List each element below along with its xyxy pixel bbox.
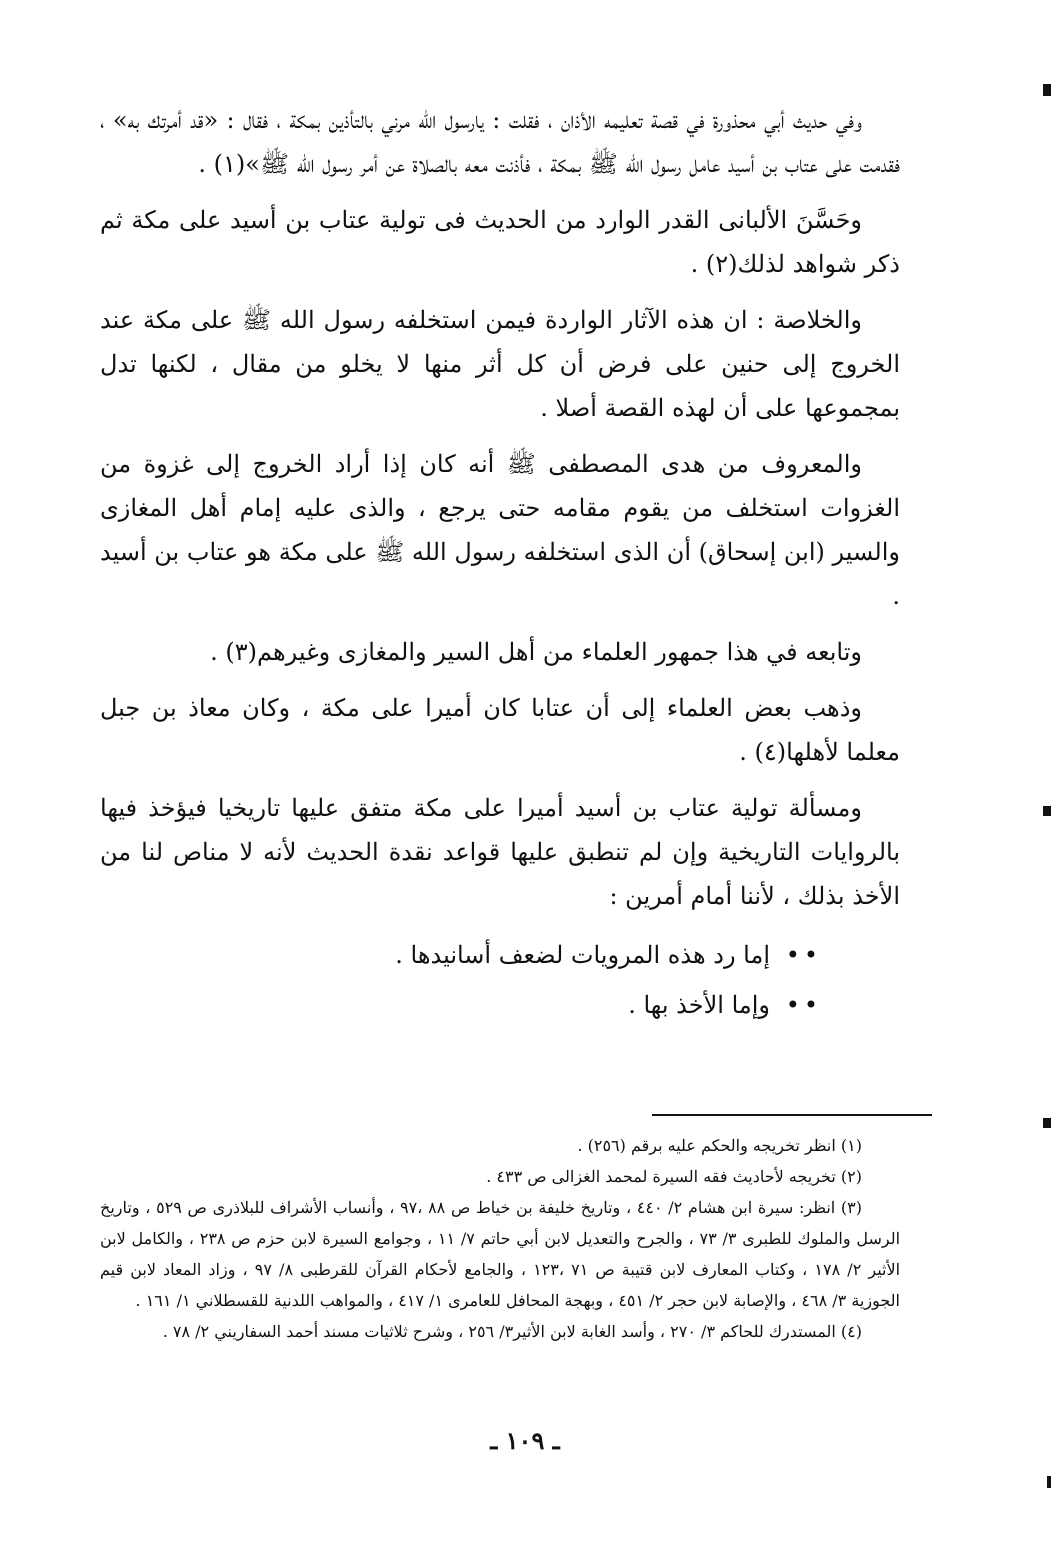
bullet-marker: •• — [785, 941, 822, 969]
scan-edge-mark — [1043, 84, 1051, 96]
paragraph: والمعروف من هدى المصطفى ﷺ أنه كان إذا أراد الخروج إلى غزوة من الغزوات استخلف من يقوم مقامه حتى يرجع ، والذى عليه إمام أهل المغازى والسير (ابن إسحاق) أن الذى استخلفه رسول الله ﷺ على مكة هو عتاب بن أسيد . — [100, 450, 900, 610]
bullet-list — [100, 930, 900, 1030]
paragraph: وذهب بعض العلماء إلى أن عتابا كان أميرا على مكة ، وكان معاذ بن جبل معلما لأهلها(٤) . — [100, 694, 900, 766]
list-item-text: وإما الأخذ بها . — [628, 991, 770, 1019]
bullet-marker: •• — [785, 991, 822, 1019]
paragraph: وتابعه في هذا جمهور العلماء من أهل السير والمغازى وغيرهم(٣) . — [210, 638, 862, 666]
paragraph: وفي حديث أبي محذورة في قصة تعليمه الأذان ، فقلت : يارسول الله مرني بالتأذين بمكة ، فقال : «قد أمرتك به» ، فقدمت على عتاب بن أسيد عامل رسول الله ﷺ بمكة ، فأذنت معه بالصلاة عن أمر رسول الله ﷺ»(١) . — [100, 106, 900, 178]
footnote: (١) انظر تخريجه والحكم عليه برقم (٢٥٦) . — [577, 1136, 862, 1155]
paragraph: وحَسَّنَ الألبانى القدر الوارد من الحديث فى تولية عتاب بن أسيد على مكة ثم ذكر شواهد لذلك(٢) . — [100, 206, 900, 278]
scan-edge-mark — [1047, 1476, 1051, 1488]
page-number: ـ ١٠٩ ـ — [490, 1426, 560, 1455]
scan-edge-mark — [1043, 806, 1051, 816]
list-item-text: إما رد هذه المرويات لضعف أسانيدها . — [395, 941, 770, 969]
footnotes — [100, 1130, 900, 1347]
paragraph: والخلاصة : ان هذه الآثار الواردة فيمن استخلفه رسول الله ﷺ على مكة عند الخروج إلى حنين على فرض أن كل أثر منها لا يخلو من مقال ، لكنها تدل بمجموعها على أن لهذه القصة أصلا . — [100, 306, 900, 422]
paragraph: ومسألة تولية عتاب بن أسيد أميرا على مكة متفق عليها تاريخيا فيؤخذ فيها بالروايات التاريخية وإن لم تنطبق عليها قواعد نقدة الحديث لأنه لا مناص لنا من الأخذ بذلك ، لأننا أمام أمرين : — [100, 794, 900, 910]
list-item — [100, 980, 822, 1030]
footnote: (٢) تخريجه لأحاديث فقه السيرة لمحمد الغزالى ص ٤٣٣ . — [486, 1167, 862, 1186]
footnote-separator — [652, 1114, 932, 1116]
scan-edge-mark — [1043, 1118, 1051, 1128]
footnote: (٣) انظر: سيرة ابن هشام ٢/ ٤٤٠ ، وتاريخ خليفة بن خياط ص ٨٨ ،٩٧ ، وأنساب الأشراف للبلاذرى ص ٥٢٩ ، وتاريخ الرسل والملوك للطبرى ٣/ ٧٣ ، والجرح والتعديل لابن أبي حاتم ٧/ ١١ ، وجوامع السيرة لابن حزم ص ٢٣٨ ، والكامل لابن الأثير ٢/ ١٧٨ ، وكتاب المعارف لابن قتيبة ص ٧١ ،١٢٣ ، والجامع لأحكام القرآن للقرطبى ٨/ ٩٧ ، وزاد المعاد لابن قيم الجوزية ٣/ ٤٦٨ ، والإصابة لابن حجر ٢/ ٤٥١ ، وبهجة المحافل للعامرى ١/ ٤١٧ ، والمواهب اللدنية للقسطلاني ١/ ١٦١ . — [100, 1198, 901, 1310]
footnote: (٤) المستدرك للحاكم ٣/ ٢٧٠ ، وأسد الغابة لابن الأثير٣/ ٢٥٦ ، وشرح ثلاثيات مسند أحمد السفاريني ٢/ ٧٨ . — [162, 1322, 862, 1341]
list-item — [100, 930, 822, 980]
main-text — [100, 98, 900, 1030]
